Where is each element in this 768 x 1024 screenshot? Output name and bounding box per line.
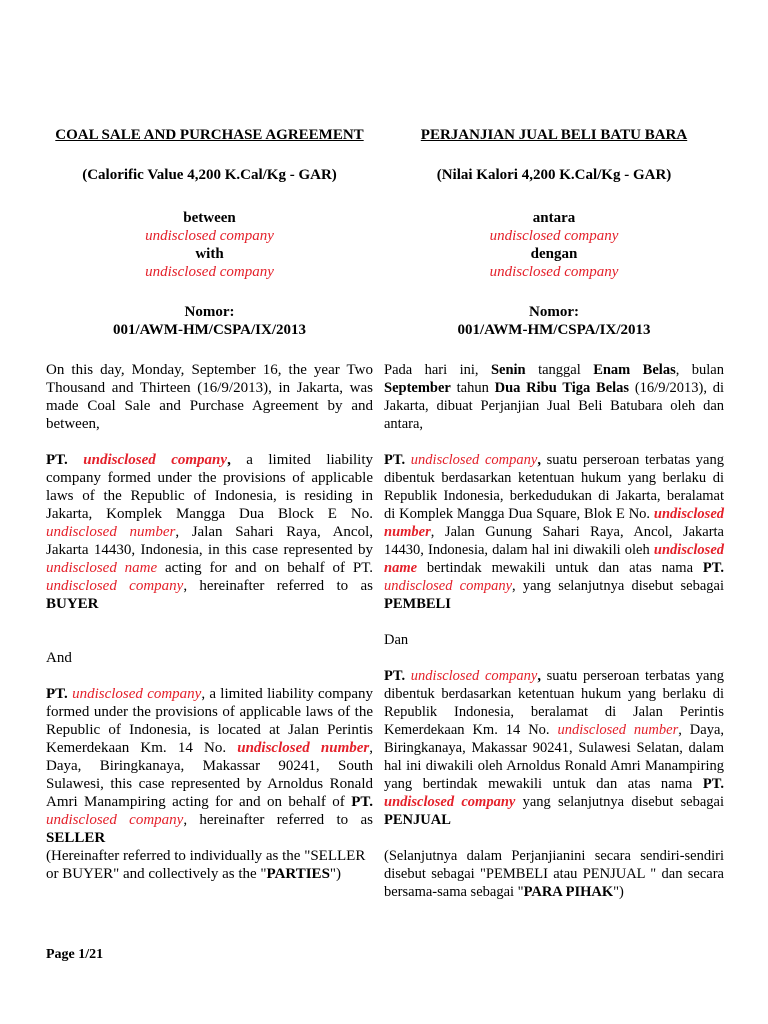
calorific-subtitle-en: (Calorific Value 4,200 K.Cal/Kg - GAR) [82, 167, 337, 183]
nomor-value-id: 001/AWM-HM/CSPA/IX/2013 [457, 322, 651, 338]
nomor-block-id [384, 303, 724, 339]
parties-term-en: PARTIES [266, 866, 330, 882]
hereinafter-text1-id: (Selanjutnya dalam Perjanjianini secara sendiri-sendiri disebut sebagai "PEMBELI atau PENJUAL " dan secara bersama-sama sebagai " [384, 848, 724, 900]
buyer-role-id: PEMBELI [384, 596, 451, 612]
intro-text1-id: Pada hari ini, [384, 362, 491, 378]
buyer-paragraph-en [46, 451, 373, 613]
intro-paragraph-id [384, 361, 724, 433]
seller-company-id: undisclosed company [410, 668, 538, 684]
parties-block-en [46, 209, 373, 281]
buyer-text1-id: suatu perseroan terbatas yang dibentuk berdasarkan ketentuan hukum yang berlaku di Republik Indonesia, berkedudukan di Jakarta, beralamat di Komplek Mangga Dua Square, Blok E No. [384, 452, 724, 522]
buyer-pt-en: PT. [46, 452, 68, 468]
buyer-text4-en: , hereinafter referred to as [183, 578, 373, 594]
buyer-comma-id: , [537, 452, 541, 468]
parties-term-id: PARA PIHAK [523, 884, 614, 900]
intro-year-id: Dua Ribu Tiga Belas [494, 380, 630, 396]
intro-month-id: September [384, 380, 451, 396]
buyer-text3-id: bertindak mewakili untuk dan atas nama [417, 560, 703, 576]
buyer-pt2-id: PT. [702, 560, 724, 576]
between-label-en: between [183, 210, 236, 226]
hereinafter-paragraph-id [384, 847, 724, 901]
seller-text1-id: suatu perseroan terbatas yang dibentuk berdasarkan ketentuan hukum yang berlaku di Republik Indonesia, beralamat di Jalan Perintis Kemerdekaan Km. 14 No. [384, 668, 724, 738]
and-label-id: Dan [384, 632, 409, 648]
buyer-company-id: undisclosed company [410, 452, 538, 468]
buyer-text2-id: , Jalan Gunung Sahari Raya, Ancol, Jakarta 14430, Indonesia, dalam hal ini diwakili oleh [384, 524, 724, 558]
between-label-id: antara [532, 210, 576, 226]
buyer-company2-en: undisclosed company [46, 578, 184, 594]
seller-text2-en: , Daya, Biringkanaya, Makassar 90241, South Sulawesi, this case represented by Arnoldus Ronald Amri Manampiring acting for and on behalf of [46, 740, 373, 810]
seller-number-en: undisclosed number [237, 740, 370, 756]
seller-role-en: SELLER [46, 830, 106, 846]
buyer-number-id: undisclosed number [384, 506, 724, 540]
buyer-role-en: BUYER [46, 596, 99, 612]
company1-id: undisclosed company [489, 228, 619, 244]
page-number: Page 1/21 [46, 947, 104, 962]
seller-pt2-en: PT. [351, 794, 373, 810]
seller-pt-en: PT. [46, 686, 68, 702]
and-label-en: And [46, 650, 72, 666]
seller-text1-en: , a limited liability company formed under the provisions of applicable laws of the Republic of Indonesia, is located at Jalan Perintis Kemerdekaan Km. 14 No. [46, 686, 373, 756]
buyer-text1-en: a limited liability company formed under the provisions of applicable laws of the Republic of Indonesia, is residing in Jakarta, Komplek Mangga Dua Block E No. [46, 452, 373, 522]
intro-text5-id: (16/9/2013), di Jakarta, dibuat Perjanjian Jual Beli Batubara oleh dan antara, [384, 380, 724, 432]
agreement-title-en: COAL SALE AND PURCHASE AGREEMENT [55, 127, 364, 143]
intro-text4-id: tahun [450, 380, 495, 396]
buyer-number-en: undisclosed number [46, 524, 176, 540]
seller-paragraph-id [384, 667, 724, 829]
seller-text3-en: , hereinafter referred to as [183, 812, 373, 828]
intro-text3-id: , bulan [675, 362, 724, 378]
hereinafter-paragraph-en [46, 847, 373, 883]
agreement-title-id: PERJANJIAN JUAL BELI BATU BARA [420, 127, 688, 143]
buyer-name-en: undisclosed name [46, 560, 158, 576]
buyer-name-id: undisclosed name [384, 542, 724, 576]
intro-day-id: Senin [490, 362, 526, 378]
calorific-subtitle-id: (Nilai Kalori 4,200 K.Cal/Kg - GAR) [436, 167, 672, 183]
seller-company2-id: undisclosed company [384, 794, 516, 810]
buyer-company-en: undisclosed company [83, 452, 228, 468]
seller-company2-en: undisclosed company [46, 812, 184, 828]
nomor-block-en [46, 303, 373, 339]
hereinafter-text2-en: ") [329, 866, 342, 882]
hereinafter-text2-id: ") [613, 884, 624, 900]
seller-pt-id: PT. [384, 668, 406, 684]
company2-id: undisclosed company [489, 264, 619, 280]
buyer-text2-en: , Jalan Sahari Raya, Ancol, Jakarta 14430, Indonesia, in this case represented by [46, 524, 373, 558]
buyer-pt-id: PT. [384, 452, 406, 468]
seller-text2-id: , Daya, Biringkanaya, Makassar 90241, Sulawesi Selatan, dalam hal ini diwakili oleh Arnoldus Ronald Amri Manampiring yang bertindak mewakili untuk dan atas nama [384, 722, 725, 792]
seller-pt2-id: PT. [702, 776, 724, 792]
nomor-label-id: Nomor: [529, 304, 579, 320]
intro-date-id: Enam Belas [593, 362, 676, 378]
buyer-paragraph-id [384, 451, 724, 613]
with-label-en: with [195, 246, 224, 262]
with-label-id: dengan [530, 246, 578, 262]
company1-en: undisclosed company [145, 228, 274, 244]
hereinafter-text1-en: (Hereinafter referred to individually as the "SELLER or BUYER" and collectively as the " [46, 848, 366, 882]
seller-paragraph-en [46, 685, 373, 847]
english-column [46, 126, 373, 883]
seller-company-en: undisclosed company [72, 686, 202, 702]
seller-number-id: undisclosed number [557, 722, 679, 738]
parties-block-id [384, 209, 724, 281]
nomor-label-en: Nomor: [184, 304, 235, 320]
intro-text2-id: tanggal [525, 362, 594, 378]
buyer-text3-en: acting for and on behalf of PT. [157, 560, 373, 576]
seller-text3-id: yang selanjutnya disebut sebagai [515, 794, 724, 810]
indonesian-column [384, 126, 724, 901]
buyer-comma-en: , [227, 452, 231, 468]
seller-role-id: PENJUAL [384, 812, 451, 828]
buyer-text4-id: , yang selanjutnya disebut sebagai [512, 578, 725, 594]
company2-en: undisclosed company [145, 264, 274, 280]
buyer-company2-id: undisclosed company [384, 578, 513, 594]
intro-paragraph-en: On this day, Monday, September 16, the year Two Thousand and Thirteen (16/9/2013), in Jakarta, was made Coal Sale and Purchase Agreement by and between, [46, 362, 373, 432]
seller-comma-id: , [537, 668, 541, 684]
nomor-value-en: 001/AWM-HM/CSPA/IX/2013 [112, 322, 307, 338]
